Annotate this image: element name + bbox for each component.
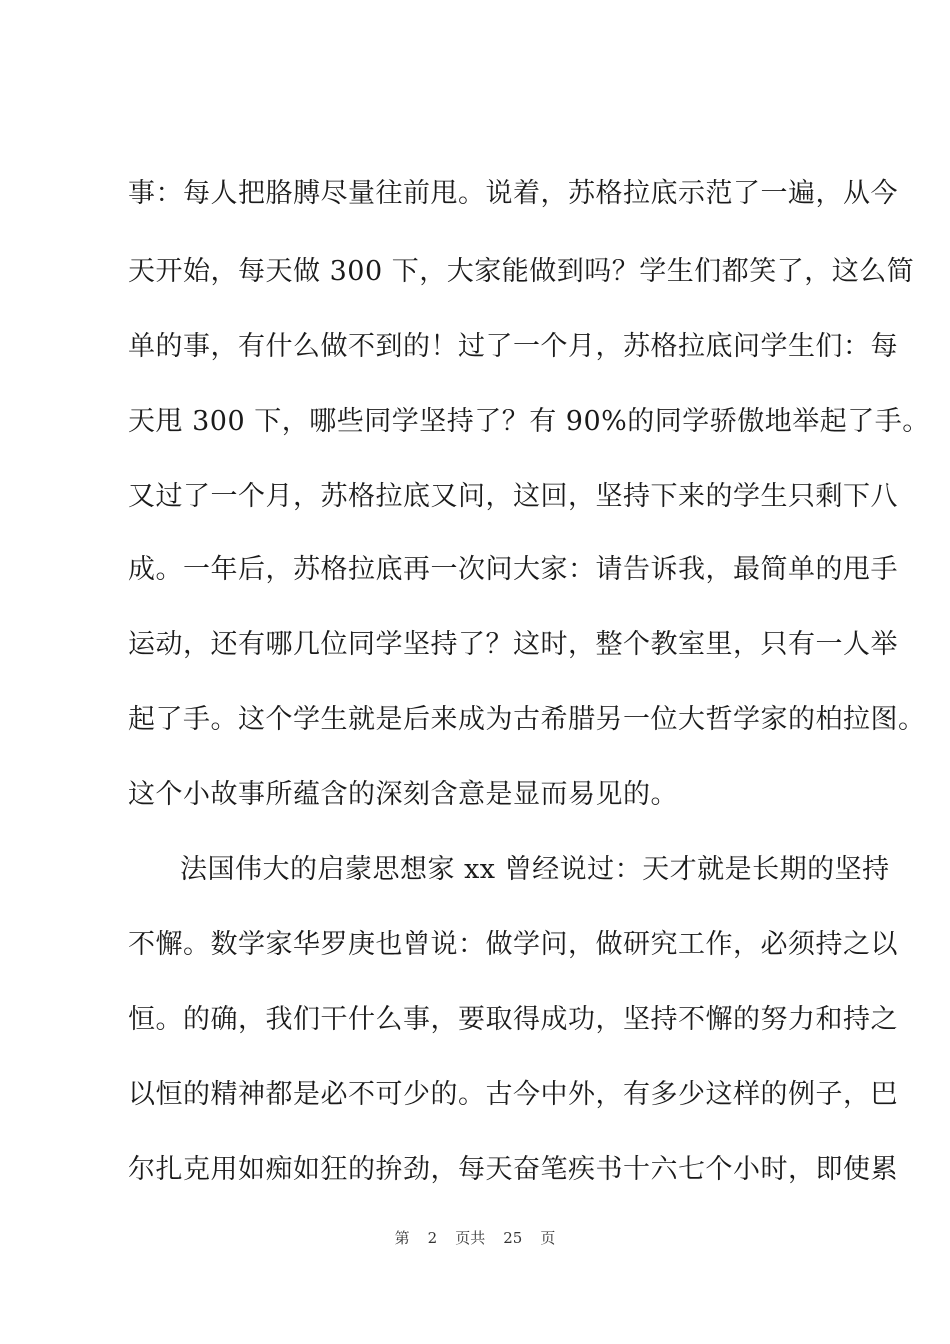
footer-middle: 页共 <box>455 1229 486 1247</box>
footer-suffix: 页 <box>540 1229 556 1247</box>
text-line: 单的事，有什么做不到的！过了一个月，苏格拉底问学生们：每 <box>128 331 898 362</box>
text-line: 成。一年后，苏格拉底再一次问大家：请告诉我，最简单的甩手 <box>128 554 898 585</box>
total-page-count: 25 <box>503 1229 523 1247</box>
current-page-number: 2 <box>427 1229 438 1247</box>
text-line: 这个小故事所蕴含的深刻含意是显而易见的。 <box>128 779 678 810</box>
text-line: 恒。的确，我们干什么事，要取得成功，坚持不懈的努力和持之 <box>128 1004 898 1035</box>
text-line: 尔扎克用如痴如狂的拚劲，每天奋笔疾书十六七个小时，即使累 <box>128 1154 898 1185</box>
text-line: 又过了一个月，苏格拉底又问，这回，坚持下来的学生只剩下八 <box>128 481 898 512</box>
text-line: 运动，还有哪几位同学坚持了？这时，整个教室里，只有一人举 <box>128 629 898 660</box>
text-line: 天开始，每天做 300 下，大家能做到吗？学生们都笑了，这么简 <box>128 256 915 287</box>
paragraph-first-line: 法国伟大的启蒙思想家 xx 曾经说过：天才就是长期的坚持 <box>180 854 890 885</box>
footer-prefix: 第 <box>394 1229 410 1247</box>
text-line: 以恒的精神都是必不可少的。古今中外，有多少这样的例子，巴 <box>128 1079 898 1110</box>
text-line: 天甩 300 下，哪些同学坚持了？有 90%的同学骄傲地举起了手。 <box>128 406 930 437</box>
text-line: 不懈。数学家华罗庚也曾说：做学问，做研究工作，必须持之以 <box>128 929 898 960</box>
text-line: 起了手。这个学生就是后来成为古希腊另一位大哲学家的柏拉图。 <box>128 704 926 735</box>
text-line: 事：每人把胳膊尽量往前甩。说着，苏格拉底示范了一遍，从今 <box>128 178 898 209</box>
page-footer <box>0 1227 950 1248</box>
